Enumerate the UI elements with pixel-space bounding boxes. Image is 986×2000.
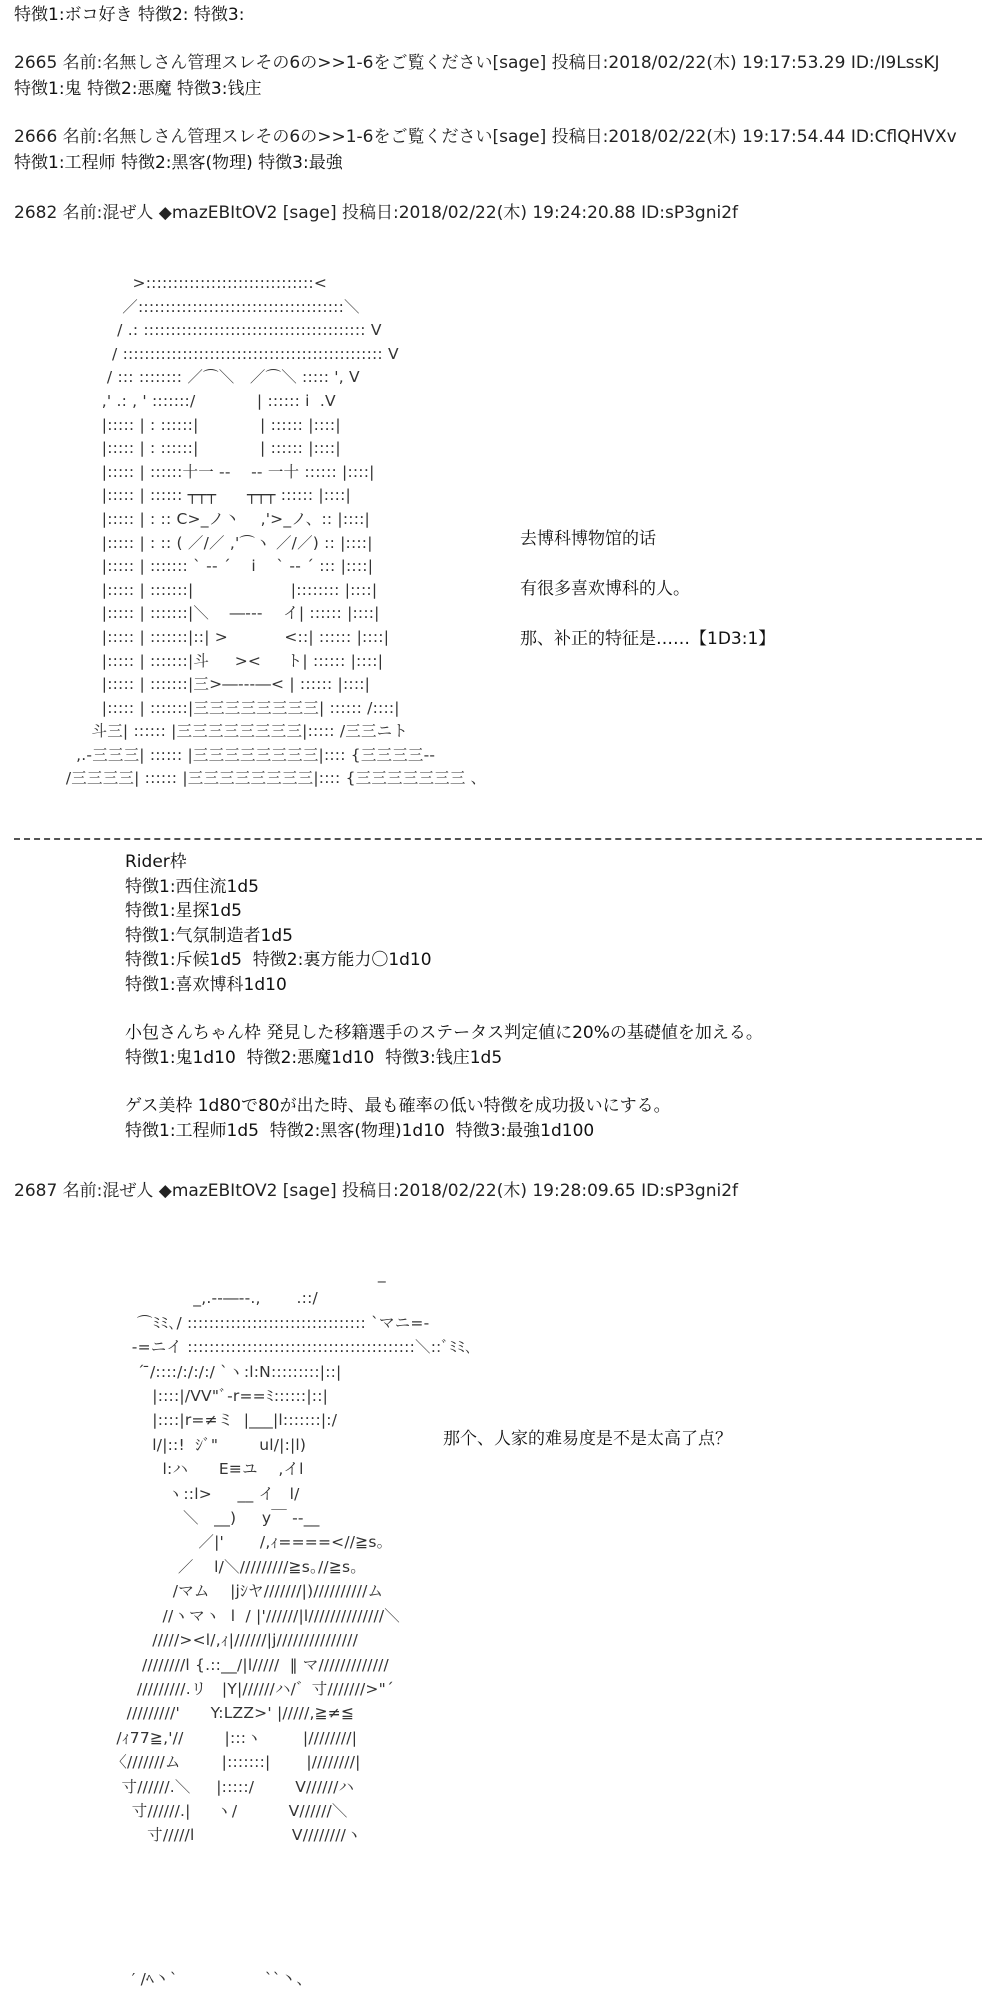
dialogue-line: 去博科博物馆的话 [520,529,656,549]
trait-line: 特徴1:工程师1d5 特徴2:黑客(物理)1d10 特徴3:最強1d100 [125,1120,595,1141]
post-header: 2666 名前:名無しさん管理スレその6の>>1-6をご覧ください[sage] 投稿日:2018/02/22(木) 19:17:54.44 ID:CflQHVXv [14,127,957,147]
trait-line: 特徴1:西住流1d5 [125,876,259,897]
ascii-art-character: _ _,.-‐―‐-., .::/ ⌒ﾐﾐ､/ ::::::::::::::::::::::::::::::::: `マニ=‐ -=ニイ ::::::::::::::::::::::::::::::::::::::::::＼::ﾞﾐﾐ､ ´ ̄/::::/:/:/:/ `ヽ:l:N:::::::::|::| |::::|/VV"ﾞ‐r==ﾐ::::::|::| |::::|r=≠ミ |___|l:::::::|:/ l/|::! ｼﾞ" ul/|:|l) l:ハ E≡ユ ,イl ヽ::l> __ イ l/ ＼ __) y￣ ‐‐__ ／|' /,ｨ====<//≧s｡ ／ l/＼/////////≧s｡//≧s｡ /マム |jｼヤ///////|)//////////ム //ヽマヽ l / |'//////|l//////////////＼ /////><l/,ｨ|//////|j/////////////// ////////l {.::__/|l///// ‖ マ///////////// /////////.リ |Y|//////ハ/゛寸///////>"´ /////////' Y:LZZ>' |/////,≧≠≦ /ｨ77≧,'// |:::ヽ |////////| 〈///////ム |:::::::| |////////| 寸//////.＼ |:::::/ V//////ハ 寸//////.| ヽ/ V//////＼ 寸/////l V////////ヽ [111,1265,474,1845]
post-header: 2665 名前:名無しさん管理スレその6の>>1-6をご覧ください[sage] 投稿日:2018/02/22(木) 19:17:53.29 ID:/I9LssKJ [14,53,940,73]
trait-line: 特徴1:鬼1d10 特徴2:悪魔1d10 特徴3:钱庄1d5 [125,1047,503,1068]
block-title: 小包さんちゃん枠 発見した移籍選手のステータス判定値に20%の基礎値を加える。 [125,1023,763,1043]
ascii-art-character: >:::::::::::::::::::::::::::::::< ／::::::::::::::::::::::::::::::::::::::＼ / .: ::::::::::::::::::::::::::::::::::::::::: V / :::::::::::::::::::::::::::::::::::::::::::::::: V / ::: :::::::: ／⌒＼ ／⌒＼ ::::: ', V ,' .: , ' :::::::/ | :::::: i .V |::::: | : ::::::| | :::::: |::::| |::::: | : ::::::| | :::::: |::::| |::::: | ::::::十一 -‐ ‐- 一十 :::::: |::::| |::::: | :::::: ┬┬┬ ┬┬┬ :::::: |::::| |::::: | : :: C>_ノ丶 ,'>_ノ、:: |::::| |::::: | : :: ( ／/／ ,'⌒ヽ ／/／) :: |::::| |::::: | ::::::: ` -‐ ´ i ` -‐ ´ ::: |::::| |::::: | :::::::| |:::::::: |::::| |::::: | :::::::|＼ ―‐‐‐ イ| :::::: |::::| |::::: | :::::::|::| > <::| :::::: |::::| |::::: | :::::::|斗 >< ト| :::::: |::::| |::::: | :::::::|三>―‐‐‐―< | :::::: |::::| |::::: | :::::::|三三三三三三三三| :::::: /::::| 斗三| :::::: |三三三三三三三三|::::: /三三ニト ,.-三三三| :::::: |三三三三三三三三|:::: {三三三三‐- /三三三三| :::::: |三三三三三三三三|:::: {三三三三三三三 、 [65,274,487,788]
post-header: 2687 名前:混ぜ人 ◆mazEBItOV2 [sage] 投稿日:2018/02/22(木) 19:28:09.65 ID:sP3gni2f [14,1181,738,1201]
dashed-divider [14,838,982,840]
trait-line: 特徴1:星探1d5 [125,901,242,921]
dialogue-line: 有很多喜欢博科的人。 [520,579,690,599]
dialogue-line: 那个、人家的难易度是不是太高了点？ [443,1429,732,1449]
rider-trait-block [125,850,763,1143]
block-title: Rider枠 [125,852,187,872]
post-body: 特徴1:鬼 特徴2:悪魔 特徴3:钱庄 [14,79,262,99]
block-title: ゲス美枠 1d80で80が出た時、最も確率の低い特徴を成功扱いにする。 [125,1096,671,1116]
trait-line-top: 特徴1:ボコ好き 特徴2: 特徴3: [14,5,245,25]
dialogue-line: 那、补正的特征是……【1D3:1】 [520,629,776,649]
trait-line: 特徴1:气氛制造者1d5 [125,925,293,946]
trait-line: 特徴1:斥候1d5 特徴2:裏方能力〇1d10 [125,950,432,970]
post-header: 2682 名前:混ぜ人 ◆mazEBItOV2 [sage] 投稿日:2018/02/22(木) 19:24:20.88 ID:sP3gni2f [14,203,738,223]
ascii-art-fragment: ′ /ﾍ丶` ``丶、 [60,1970,313,1988]
post-body: 特徴1:工程师 特徴2:黑客(物理) 特徴3:最強 [14,153,343,173]
trait-line: 特徴1:喜欢博科1d10 [125,974,287,995]
